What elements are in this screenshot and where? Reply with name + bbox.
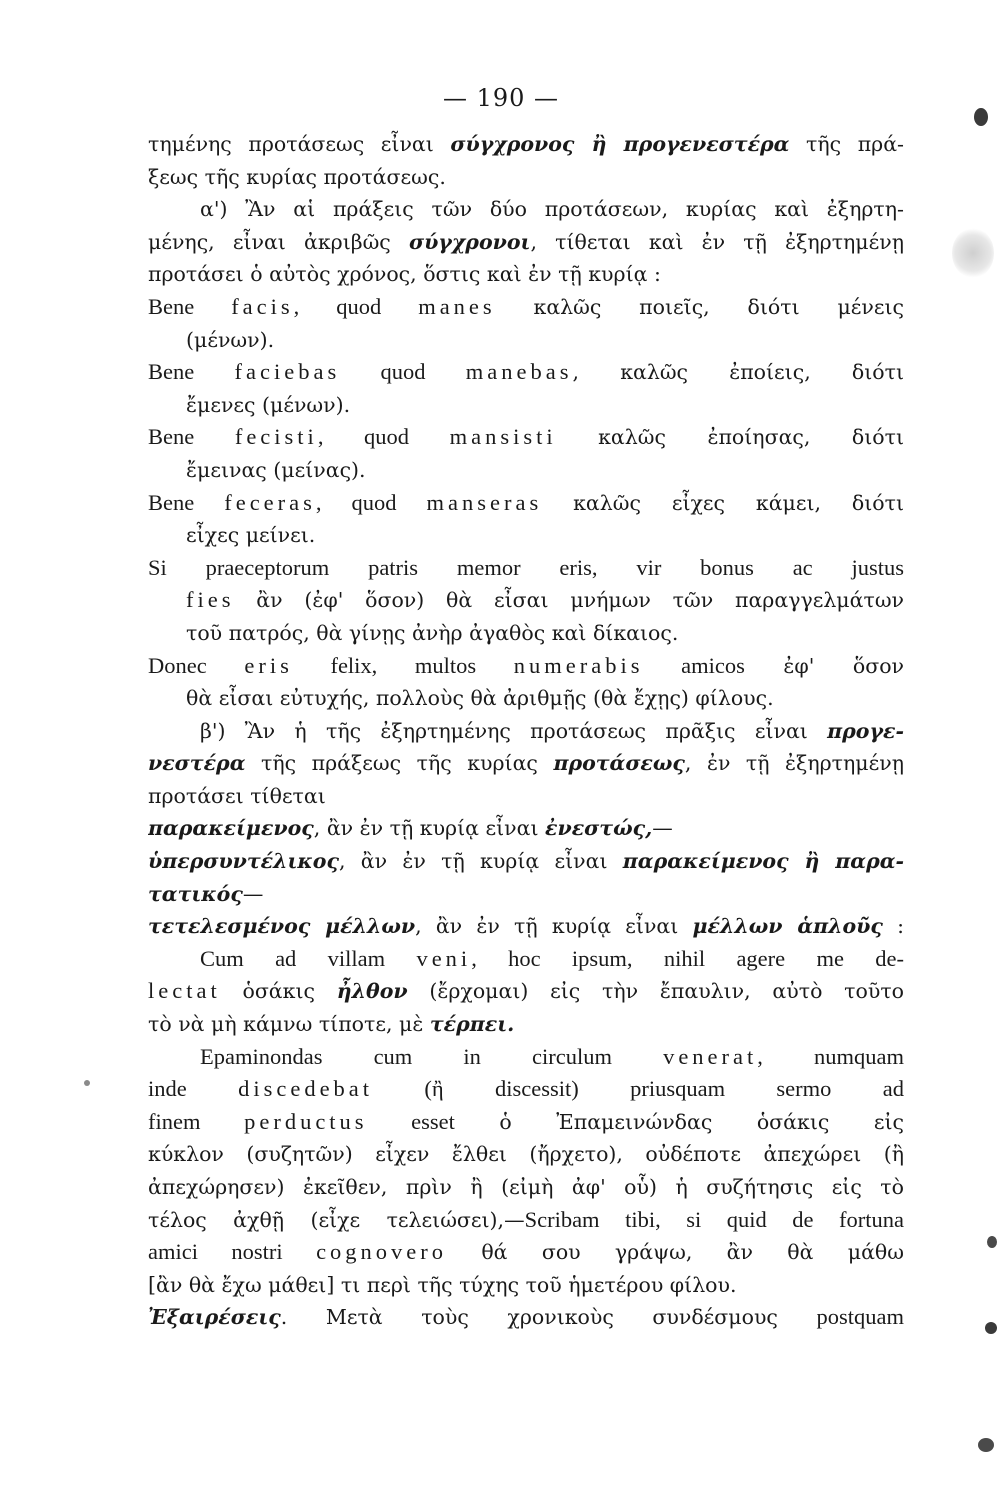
text-run: inde <box>148 1076 239 1102</box>
text-run: προτάσει ὁ αὐτὸς χρόνος, ὅστις καὶ ἐν τῇ κυρίᾳ : <box>148 262 661 287</box>
text-line <box>148 291 904 324</box>
text-run: Bene <box>148 293 232 319</box>
text-line <box>148 1041 904 1074</box>
text-line <box>148 1301 904 1334</box>
text-run: προτάσεως <box>553 751 685 776</box>
text-run: προτάσει τίθεται <box>148 783 326 808</box>
text-line <box>148 584 904 617</box>
text-run: θὰ εἶσαι εὐτυχής, πολλοὺς θὰ ἀριθμῇς (θὰ ἔχῃς) φίλους. <box>186 686 774 711</box>
text-line <box>148 1269 904 1302</box>
text-run: τοῦ πατρός, θὰ γίνῃς ἀνὴρ ἀγαθὸς καὶ δίκαιος. <box>186 620 679 645</box>
text-line <box>148 780 904 813</box>
text-line <box>148 356 904 389</box>
text-run: felix, multos <box>292 652 514 678</box>
text-run: ὑπερσυντέλικος <box>148 849 339 874</box>
text-run: postquam <box>816 1304 904 1330</box>
text-run: β') Ἂν ἡ τῆς ἐξηρτημένης προτάσεως πρᾶξις εἶναι <box>200 718 828 743</box>
text-line <box>148 324 904 357</box>
text-line <box>148 1171 904 1204</box>
text-run: quod <box>340 359 466 385</box>
text-run: , ἂν ἐν τῇ κυρίᾳ εἶναι <box>313 816 546 841</box>
text-line <box>148 1106 904 1139</box>
text-run: Bene <box>148 359 235 385</box>
text-line <box>148 161 904 194</box>
text-run: (ἢ discessit) priusquam sermo ad <box>373 1076 904 1102</box>
text-line <box>148 487 904 520</box>
text-run: τατικός <box>148 881 243 906</box>
text-run: cognovero <box>316 1239 448 1265</box>
text-run: , ἂν ἐν τῇ κυρίᾳ εἶναι <box>338 849 623 874</box>
text-run: ἔμεινας (μείνας). <box>186 457 366 482</box>
text-run: τῆς πράξεως τῆς κυρίας <box>245 751 554 776</box>
body-text <box>148 128 904 1334</box>
scan-speck <box>84 1080 90 1086</box>
text-run: ξεως τῆς κυρίας προτάσεως. <box>148 164 446 189</box>
text-run: eris <box>244 652 293 678</box>
text-line <box>148 1008 904 1041</box>
text-run: τὸ νὰ μὴ κάμνω τίποτε, μὲ <box>148 1012 430 1037</box>
text-run: , quod <box>317 424 450 450</box>
text-run: esset <box>367 1108 455 1134</box>
text-run: veni <box>416 945 472 971</box>
text-run: Cum ad villam <box>200 945 417 971</box>
text-run: , quod <box>293 293 419 319</box>
text-run: Epaminondas cum in circulum <box>200 1043 664 1069</box>
text-run: fecisti <box>234 424 318 450</box>
text-line <box>148 617 904 650</box>
text-line <box>148 1138 904 1171</box>
text-line <box>148 650 904 683</box>
scan-speck <box>985 1322 997 1334</box>
text-line <box>148 519 904 552</box>
text-run: ἐφ' ὅσον <box>744 653 904 678</box>
scan-blot <box>952 228 994 278</box>
text-line <box>148 845 904 878</box>
text-run: μένης, εἶναι ἀκριβῶς <box>148 229 409 254</box>
text-run: fies <box>186 587 235 613</box>
text-line <box>148 1204 904 1237</box>
text-line <box>148 943 904 976</box>
text-run: σύγχρονοι <box>408 229 531 254</box>
text-line <box>148 421 904 454</box>
text-run: Si praeceptorum patris memor eris, vir bonus ac justus <box>148 554 904 580</box>
text-run: παρακείμενος ἢ παρα- <box>622 849 904 874</box>
scan-speck <box>978 1438 994 1452</box>
text-run: Ἐξαιρέσεις <box>148 1305 281 1330</box>
text-line <box>148 389 904 422</box>
text-run: τέρπει. <box>429 1012 515 1037</box>
text-run: , quod <box>315 489 427 515</box>
text-run: amici nostri <box>148 1239 317 1265</box>
text-run: feceras <box>224 489 316 515</box>
text-run: ἐνεστώς, <box>545 816 653 841</box>
text-run: manes <box>418 293 496 319</box>
text-run: σύγχρονος ἢ προγενεστέρα <box>450 132 790 156</box>
text-run: , καλῶς ἐποίεις, διότι <box>572 360 904 385</box>
text-line <box>148 682 904 715</box>
text-run: amicos <box>643 652 745 678</box>
text-run: τετελεσμένος μέλλων <box>148 914 416 939</box>
text-run: , numquam <box>757 1043 904 1069</box>
text-run: perductus <box>244 1108 368 1134</box>
text-run: μέλλων ἁπλοῦς <box>692 914 883 939</box>
text-run: . Μετὰ τοὺς χρονικοὺς συνδέσμους <box>280 1305 817 1330</box>
text-run: Bene <box>148 489 225 515</box>
text-run: faciebas <box>234 359 341 385</box>
text-run: lectat <box>148 978 221 1004</box>
text-line <box>148 454 904 487</box>
text-run: ἂν (ἐφ' ὅσον) θὰ εἶσαι μνήμων τῶν παραγγελμάτων <box>234 588 904 613</box>
text-line <box>148 1073 904 1106</box>
text-line <box>148 910 904 943</box>
text-run: (ἔρχομαι) εἰς τὴν ἔπαυλιν, αὐτὸ τοῦτο <box>407 979 904 1004</box>
text-run: εἶχες μείνει. <box>186 523 316 548</box>
text-line <box>148 715 904 748</box>
scan-speck <box>974 108 988 126</box>
text-run: , hoc ipsum, nihil agere me de- <box>471 945 904 971</box>
text-run: ἦλθον <box>336 979 408 1004</box>
text-run: τῆς πρά- <box>789 132 904 156</box>
text-run: Scribam tibi, si quid de fortuna <box>524 1206 904 1232</box>
text-run: ἔμενες (μένων). <box>186 392 351 417</box>
text-run: Bene <box>148 424 235 450</box>
text-run: καλῶς ποιεῖς, διότι μένεις <box>495 294 904 319</box>
text-line <box>148 552 904 585</box>
text-run: (μένων). <box>186 327 275 352</box>
text-run: προγε- <box>827 718 904 743</box>
text-line <box>148 812 904 845</box>
text-run: ἀπεχώρησεν) ἐκεῖθεν, πρὶν ἢ (εἰμὴ ἀφ' οὗ) ἡ συζήτησις εἰς τὸ <box>148 1175 904 1199</box>
text-line <box>148 975 904 1008</box>
text-line <box>148 128 904 161</box>
text-line <box>148 258 904 291</box>
text-run: venerat <box>663 1043 758 1069</box>
text-run: facis <box>231 293 294 319</box>
text-run: , ἂν ἐν τῇ κυρίᾳ εἶναι <box>415 914 693 939</box>
text-run: τημένης προτάσεως εἶναι <box>148 132 451 156</box>
text-line <box>148 747 904 780</box>
text-run: καλῶς εἶχες κάμει, διότι <box>542 490 904 515</box>
page-number: — 190 — <box>442 84 560 112</box>
text-run: καλῶς ἐποίησας, διότι <box>556 425 904 450</box>
text-run: θά σου γράψω, ἂν θὰ μάθω <box>447 1240 904 1265</box>
text-run: manebas <box>465 359 573 385</box>
text-run: νεστέρα <box>148 751 246 776</box>
text-run: παρακείμενος <box>148 816 314 841</box>
text-run: Donec <box>148 652 245 678</box>
text-run: discedebat <box>238 1076 374 1102</box>
text-run: finem <box>148 1108 245 1134</box>
text-run: τέλος ἀχθῇ (εἶχε τελειώσει),— <box>148 1207 525 1232</box>
text-run: ὁ Ἐπαμεινώνδας ὁσάκις εἰς <box>454 1109 904 1134</box>
text-line <box>148 193 904 226</box>
text-run: numerabis <box>513 652 644 678</box>
text-line <box>148 226 904 259</box>
text-run: — <box>242 881 264 906</box>
text-run: — <box>652 816 673 841</box>
text-run: α') Ἂν αἱ πράξεις τῶν δύο προτάσεων, κυρίας καὶ ἐξηρτη- <box>200 197 904 222</box>
text-run: : <box>882 914 904 939</box>
text-run: κύκλον (συζητῶν) εἶχεν ἔλθει (ἤρχετο), οὐδέποτε ἀπεχώρει (ἢ <box>148 1142 904 1167</box>
text-run: , τίθεται καὶ ἐν τῇ ἐξηρτημένῃ <box>530 229 904 254</box>
text-run: mansisti <box>449 424 557 450</box>
text-run: ὁσάκις <box>220 979 337 1004</box>
text-run: , ἐν τῇ ἐξηρτημένῃ <box>684 751 904 776</box>
text-run: [ἂν θὰ ἔχω μάθει] τι περὶ τῆς τύχης τοῦ ἡμετέρου φίλου. <box>148 1272 737 1297</box>
text-run: manseras <box>426 489 543 515</box>
text-line <box>148 878 904 911</box>
text-line <box>148 1236 904 1269</box>
scan-speck <box>987 1236 997 1248</box>
